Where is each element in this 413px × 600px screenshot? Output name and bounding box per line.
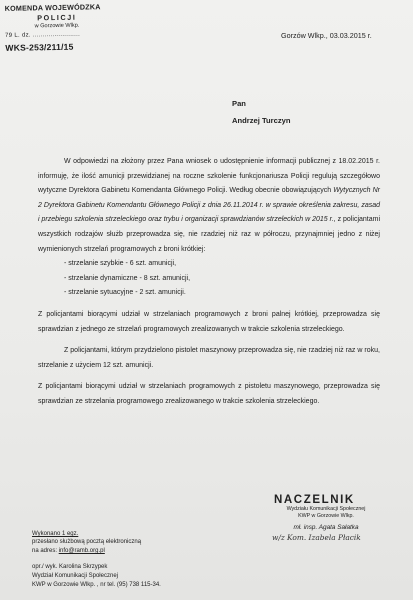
- paragraph-1: [38, 155, 380, 257]
- signatory-name: mł. insp. Agata Sałatka: [293, 524, 359, 531]
- paragraph-1-start: W odpowiedzi na złożony przez Pana wniosek o udostępnienie informacji publicznej z 18.02.2015 r. informuję, że ilość amunicji przewidzianej na roczne szkolenie funkcjonariusza Policji regulują szczegółowo wytyczne Dyrektora Gabinetu Komendanta Głównego Policji. Według obecnie obowiązujących: [38, 158, 380, 195]
- address-label: na adres:: [32, 547, 59, 554]
- sent-by-note: przesłano służbową pocztą elektroniczną: [32, 539, 142, 546]
- signature-unit-location: KWP w Gorzowie Wlkp.: [298, 513, 354, 519]
- paragraph-4: Z policjantami biorącymi udział w strzelaniach programowych z pistoletu maszynowego, przeprowadza się sprawdzian ze strzelania programowego zrealizowanego w trakcie szkolenia strzeleckiego.: [38, 383, 380, 405]
- department-name: Wydział Komunikacji Społecznej: [32, 573, 118, 579]
- letter-date: Gorzów Wlkp., 03.03.2015 r.: [281, 31, 372, 40]
- signature-block: [266, 494, 386, 542]
- paragraph-1-end: , z policjantami wszystkich rodzajów służb przeprowadza się, nie rzadziej niż raz w półroczu, przynajmniej jedno z niżej wymienionych strzelań programowych z broni krótkiej:: [38, 216, 381, 253]
- paragraph-2: Z policjantami biorącymi udział w strzelaniach programowych z broni palnej krótkiej, przeprowadza się sprawdzian z jednego ze strzelań programowych zrealizowanych w trakcie szkolenia strzeleckiego.: [38, 310, 380, 333]
- address-line: [32, 547, 141, 555]
- email-link[interactable]: info@ramb.org.pl: [58, 547, 105, 554]
- stamp-line-3: w Gorzowie Wlkp.: [34, 22, 80, 30]
- stamp-line-1: KOMENDA WOJEWÓDZKA: [4, 2, 101, 13]
- preparer-info: [32, 563, 161, 590]
- contact-line: KWP w Gorzowie Wlkp. , nr tel. (95) 738 115-34.: [32, 582, 161, 588]
- addressee-salutation: Pan: [232, 99, 246, 108]
- delivery-note: [32, 530, 141, 555]
- list-item: - strzelanie sytuacyjne - 2 szt. amunicji.: [64, 289, 186, 297]
- handwritten-signature: w/z Kom. Izabela Płacik: [272, 533, 361, 542]
- list-item: - strzelanie dynamiczne - 8 szt. amunicji,: [64, 274, 191, 282]
- stamp-line-2: POLICJI: [37, 12, 77, 23]
- stamp-ledger-number: 79 L. dz. ........................: [5, 31, 81, 39]
- addressee-block: [232, 95, 291, 129]
- office-stamp: [5, 2, 110, 53]
- signature-unit: Wydziału Komunikacji Społecznej: [286, 506, 366, 512]
- copies-note: Wykonano 1 egz.: [32, 531, 79, 537]
- prepared-by: opr./ wyk. Karolina Skrzypek: [32, 564, 108, 570]
- letter-body: [38, 155, 380, 410]
- paragraph-3: Z policjantami, którym przydzielono pistolet maszynowy przeprowadza się, nie rzadziej niż raz w roku, strzelanie z użyciem 12 szt. amunicji.: [38, 347, 380, 369]
- list-item: - strzelanie szybkie - 6 szt. amunicji,: [64, 260, 177, 268]
- signature-title: NACZELNIK: [274, 494, 355, 506]
- addressee-name: Andrzej Turczyn: [232, 116, 291, 125]
- reference-number: WKS-253/211/15: [5, 41, 74, 53]
- guideline-citation: Wytycznych Nr 2 Dyrektora Gabinetu Komendantu Głównego Policji z dnia 26.11.2014 r. w sprawie określenia zakresu, zasad i przebiegu szkolenia strzeleckiego oraz trybu i organizacji sprawdzianów strzeleckich w 2015 r.: [38, 187, 381, 224]
